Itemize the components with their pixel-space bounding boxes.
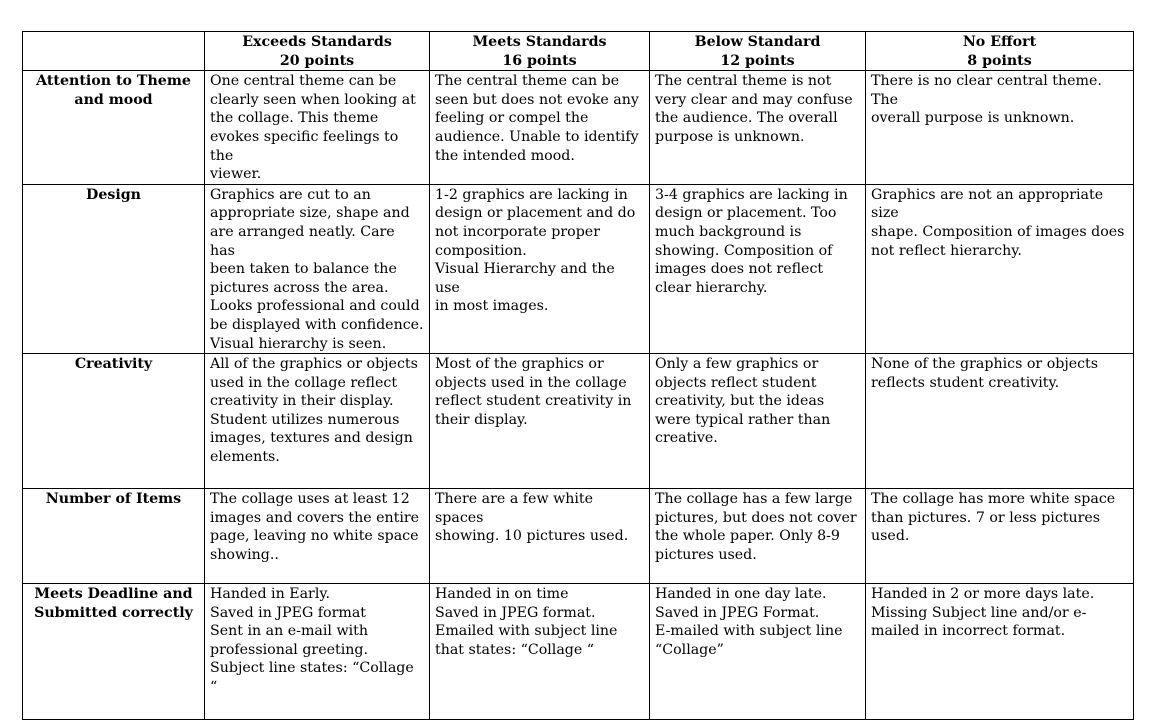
criterion-cell <box>23 489 205 584</box>
cell-line: the intended mood. <box>435 147 575 164</box>
cell-line: pictures, but does not cover <box>655 509 857 526</box>
cell-line: not reflect hierarchy. <box>871 242 1022 259</box>
cell-line: Emailed with subject line <box>435 623 618 640</box>
cell-line: in most images. <box>435 298 549 315</box>
rubric-cell <box>205 71 430 185</box>
cell-line: creativity, but the ideas <box>655 393 825 410</box>
cell-line: used. <box>871 528 910 545</box>
table-row <box>23 184 1134 353</box>
criterion-cell <box>23 584 205 720</box>
cell-line: Looks professional and could <box>210 298 420 315</box>
cell-line: Subject line states: “Collage “ <box>210 660 414 696</box>
rubric-cell <box>650 584 866 720</box>
cell-line: Graphics are cut to an <box>210 186 371 203</box>
cell-line: than pictures. 7 or less pictures <box>871 509 1101 526</box>
cell-line: None of the graphics or objects <box>871 356 1099 373</box>
criterion-line: Meets Deadline and <box>34 586 193 603</box>
cell-line: reflect student creativity in <box>435 393 632 410</box>
criterion-line: Attention to Theme <box>36 73 191 90</box>
cell-line: The collage uses at least 12 <box>210 491 410 508</box>
cell-line: audience. Unable to identify <box>435 128 639 145</box>
cell-line: Sent in an e-mail with <box>210 623 368 640</box>
cell-line: much background is <box>655 223 802 240</box>
rubric-cell <box>866 184 1134 353</box>
cell-line: their display. <box>435 411 528 428</box>
cell-line: mailed in incorrect format. <box>871 623 1066 640</box>
column-header-exceeds <box>205 32 430 71</box>
cell-line: been taken to balance the <box>210 261 397 278</box>
cell-line: objects used in the collage <box>435 374 627 391</box>
cell-line: not incorporate proper <box>435 223 600 240</box>
cell-line: The collage has more white space <box>871 491 1116 508</box>
cell-line: were typical rather than <box>655 411 831 428</box>
column-points: 8 points <box>967 52 1032 69</box>
rubric-cell <box>650 489 866 584</box>
cell-line: clear hierarchy. <box>655 279 768 296</box>
column-points: 16 points <box>502 52 577 69</box>
cell-line: Student utilizes numerous <box>210 411 400 428</box>
cell-line: There is no clear central theme. The <box>871 73 1102 108</box>
cell-line: Visual Hierarchy and the use <box>435 261 615 296</box>
column-points: 20 points <box>279 52 355 69</box>
rubric-cell <box>430 71 650 185</box>
cell-line: 3-4 graphics are lacking in <box>655 186 848 203</box>
rubric-cell <box>866 489 1134 584</box>
column-header-meets <box>430 32 650 71</box>
cell-line: design or placement and do <box>435 205 636 222</box>
cell-line: All of the graphics or objects <box>210 356 418 373</box>
cell-line: Saved in JPEG format <box>210 604 366 621</box>
cell-line: very clear and may confuse <box>655 91 853 108</box>
cell-line: composition. <box>435 242 527 259</box>
cell-line: seen but does not evoke any <box>435 91 639 108</box>
cell-line: objects reflect student <box>655 374 817 391</box>
column-title: Below Standard <box>694 34 821 50</box>
cell-line: Saved in JPEG format. <box>435 604 596 621</box>
rubric-cell <box>430 584 650 720</box>
rubric-table <box>22 31 1134 720</box>
cell-line: E-mailed with subject line <box>655 623 843 640</box>
cell-line: images, textures and design <box>210 430 413 447</box>
cell-line: Handed in 2 or more days late. <box>871 586 1095 603</box>
rubric-cell <box>430 184 650 353</box>
cell-line: The central theme can be <box>435 73 620 90</box>
cell-line: Handed in on time <box>435 586 569 603</box>
cell-line: showing. Composition of <box>655 242 833 259</box>
cell-line: Handed in one day late. <box>655 586 827 603</box>
header-row <box>23 32 1134 71</box>
cell-line: clearly seen when looking at <box>210 91 416 108</box>
cell-line: images does not reflect <box>655 261 824 278</box>
cell-line: Most of the graphics or <box>435 356 604 373</box>
rubric-cell <box>650 71 866 185</box>
table-row <box>23 354 1134 489</box>
cell-line: 1-2 graphics are lacking in <box>435 186 628 203</box>
cell-line: pictures used. <box>655 546 757 563</box>
cell-line: Only a few graphics or <box>655 356 819 373</box>
cell-line: “Collage” <box>655 641 724 658</box>
column-title: Meets Standards <box>472 34 607 50</box>
rubric-cell <box>430 489 650 584</box>
cell-line: are arranged neatly. Care has <box>210 223 395 259</box>
cell-line: Graphics are not an appropriate size <box>871 186 1104 222</box>
cell-line: overall purpose is unknown. <box>871 110 1075 127</box>
cell-line: One central theme can be <box>210 73 397 90</box>
criterion-line: Submitted correctly <box>34 604 193 621</box>
rubric-cell <box>650 354 866 489</box>
corner-cell <box>23 32 205 71</box>
column-title: No Effort <box>962 34 1037 50</box>
cell-line: reflects student creativity. <box>871 374 1060 391</box>
cell-line: design or placement. Too <box>655 205 837 222</box>
criterion-cell <box>23 354 205 489</box>
cell-line: viewer. <box>210 166 262 183</box>
column-title: Exceeds Standards <box>242 34 392 50</box>
cell-line: The collage has a few large <box>655 491 853 508</box>
table-row <box>23 584 1134 720</box>
cell-line: elements. <box>210 449 280 466</box>
cell-line: be displayed with confidence. <box>210 316 424 333</box>
rubric-cell <box>205 489 430 584</box>
cell-line: feeling or compel the <box>435 110 589 127</box>
cell-line: The central theme is not <box>655 73 832 90</box>
rubric-cell <box>866 354 1134 489</box>
cell-line: the collage. This theme <box>210 110 379 127</box>
cell-line: showing.. <box>210 546 279 563</box>
cell-line: Saved in JPEG Format. <box>655 604 820 621</box>
cell-line: pictures across the area. <box>210 279 389 296</box>
cell-line: professional greeting. <box>210 641 368 658</box>
rubric-cell <box>866 71 1134 185</box>
cell-line: images and covers the entire <box>210 509 420 526</box>
cell-line: Missing Subject line and/or e- <box>871 604 1087 621</box>
rubric-cell <box>430 354 650 489</box>
cell-line: purpose is unknown. <box>655 128 805 145</box>
cell-line: the audience. The overall <box>655 110 838 127</box>
criterion-line: Design <box>86 186 141 203</box>
rubric-cell <box>205 584 430 720</box>
rubric-cell <box>205 184 430 353</box>
cell-line: appropriate size, shape and <box>210 205 410 222</box>
criterion-line: and mood <box>74 91 153 108</box>
rubric-cell <box>650 184 866 353</box>
table-row <box>23 489 1134 584</box>
table-row <box>23 71 1134 185</box>
cell-line: creative. <box>655 430 718 447</box>
cell-line: showing. 10 pictures used. <box>435 528 629 545</box>
cell-line: Handed in Early. <box>210 586 330 603</box>
criterion-line: Creativity <box>74 356 153 373</box>
cell-line: Visual hierarchy is seen. <box>210 335 387 352</box>
column-header-no-effort <box>866 32 1134 71</box>
cell-line: used in the collage reflect <box>210 374 398 391</box>
rubric-cell <box>205 354 430 489</box>
cell-line: There are a few white spaces <box>435 491 594 526</box>
criterion-cell <box>23 71 205 185</box>
cell-line: the whole paper. Only 8-9 <box>655 528 840 545</box>
cell-line: shape. Composition of images does <box>871 223 1125 240</box>
rubric-cell <box>866 584 1134 720</box>
column-points: 12 points <box>720 52 795 69</box>
criterion-line: Number of Items <box>45 491 182 508</box>
column-header-below <box>650 32 866 71</box>
cell-line: creativity in their display. <box>210 393 394 410</box>
cell-line: evokes specific feelings to the <box>210 128 399 164</box>
cell-line: page, leaving no white space <box>210 528 419 545</box>
cell-line: that states: “Collage “ <box>435 641 595 658</box>
criterion-cell <box>23 184 205 353</box>
